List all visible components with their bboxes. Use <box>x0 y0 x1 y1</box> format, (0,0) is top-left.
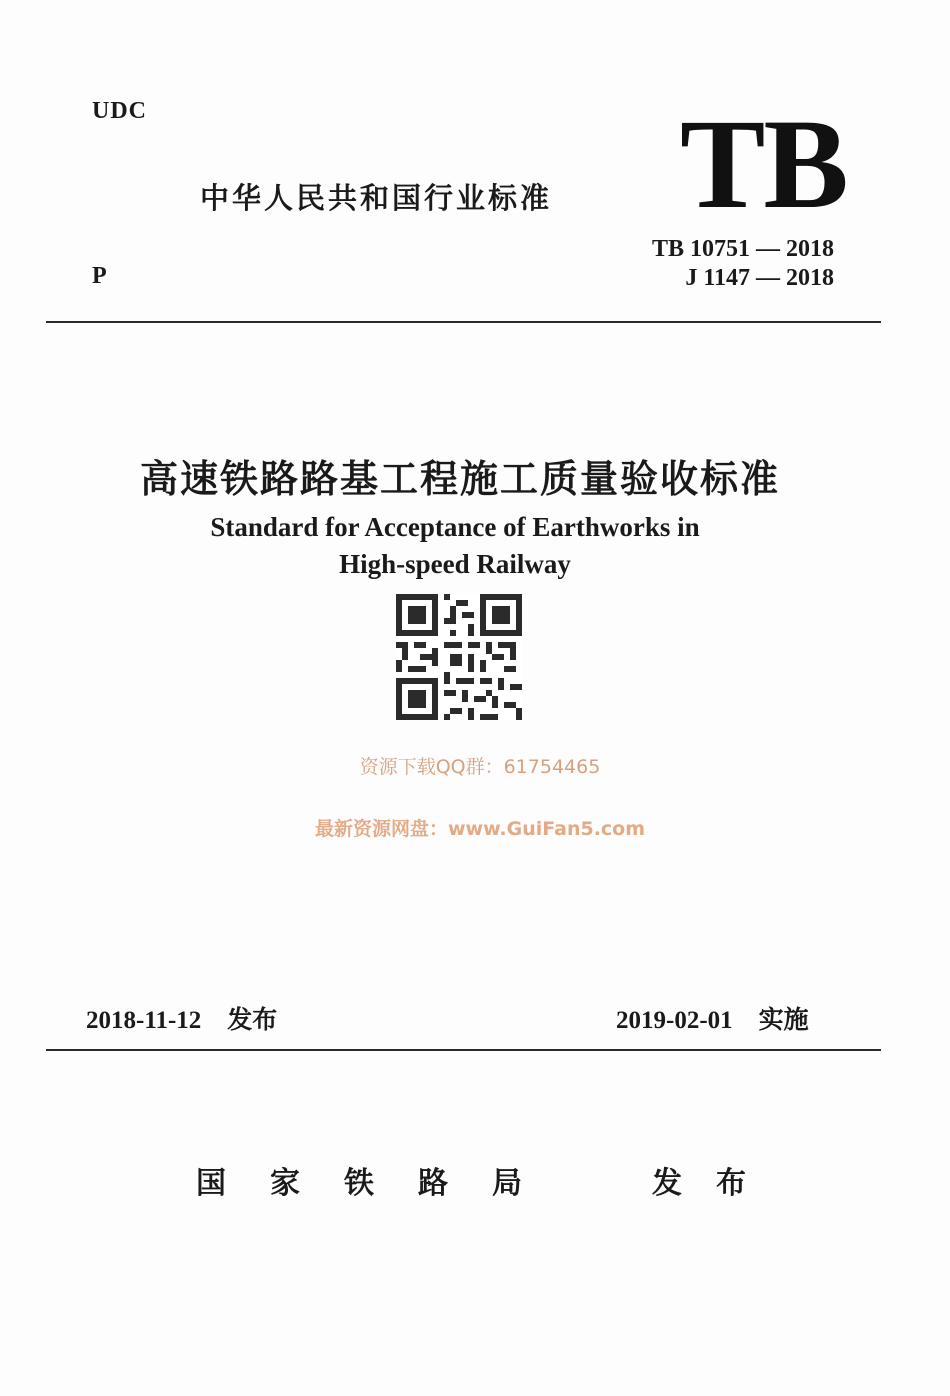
udc-label: UDC <box>92 98 147 124</box>
effective-label: 实施 <box>758 1005 809 1034</box>
issue-label: 发布 <box>227 1005 278 1034</box>
issue-date: 2018-11-12 <box>86 1007 202 1034</box>
qr-code <box>396 594 522 720</box>
record-number: J 1147 — 2018 <box>685 265 834 291</box>
top-divider <box>46 321 881 323</box>
title-cn: 高速铁路路基工程施工质量验收标准 <box>139 457 780 501</box>
watermark-website: 最新资源网盘：www.GuiFan5.com <box>314 818 646 840</box>
standard-type-cn: 中华人民共和国行业标准 <box>200 181 553 215</box>
title-en-line2: High-speed Railway <box>339 549 571 579</box>
title-en-line1: Standard for Acceptance of Earthworks in <box>210 512 700 542</box>
standard-number: TB 10751 — 2018 <box>651 236 834 262</box>
issue-date-block <box>86 1000 277 1036</box>
issue-word: 发布 <box>652 1166 780 1201</box>
classification-code: P <box>92 263 107 289</box>
effective-date-block <box>616 1000 809 1036</box>
bottom-divider <box>46 1049 881 1051</box>
issuer-name: 国家铁路局 <box>196 1166 566 1201</box>
watermark-qq-group: 资源下载QQ群：61754465 <box>359 756 601 778</box>
tb-logo: TB <box>680 93 847 235</box>
effective-date: 2019-02-01 <box>616 1007 733 1034</box>
